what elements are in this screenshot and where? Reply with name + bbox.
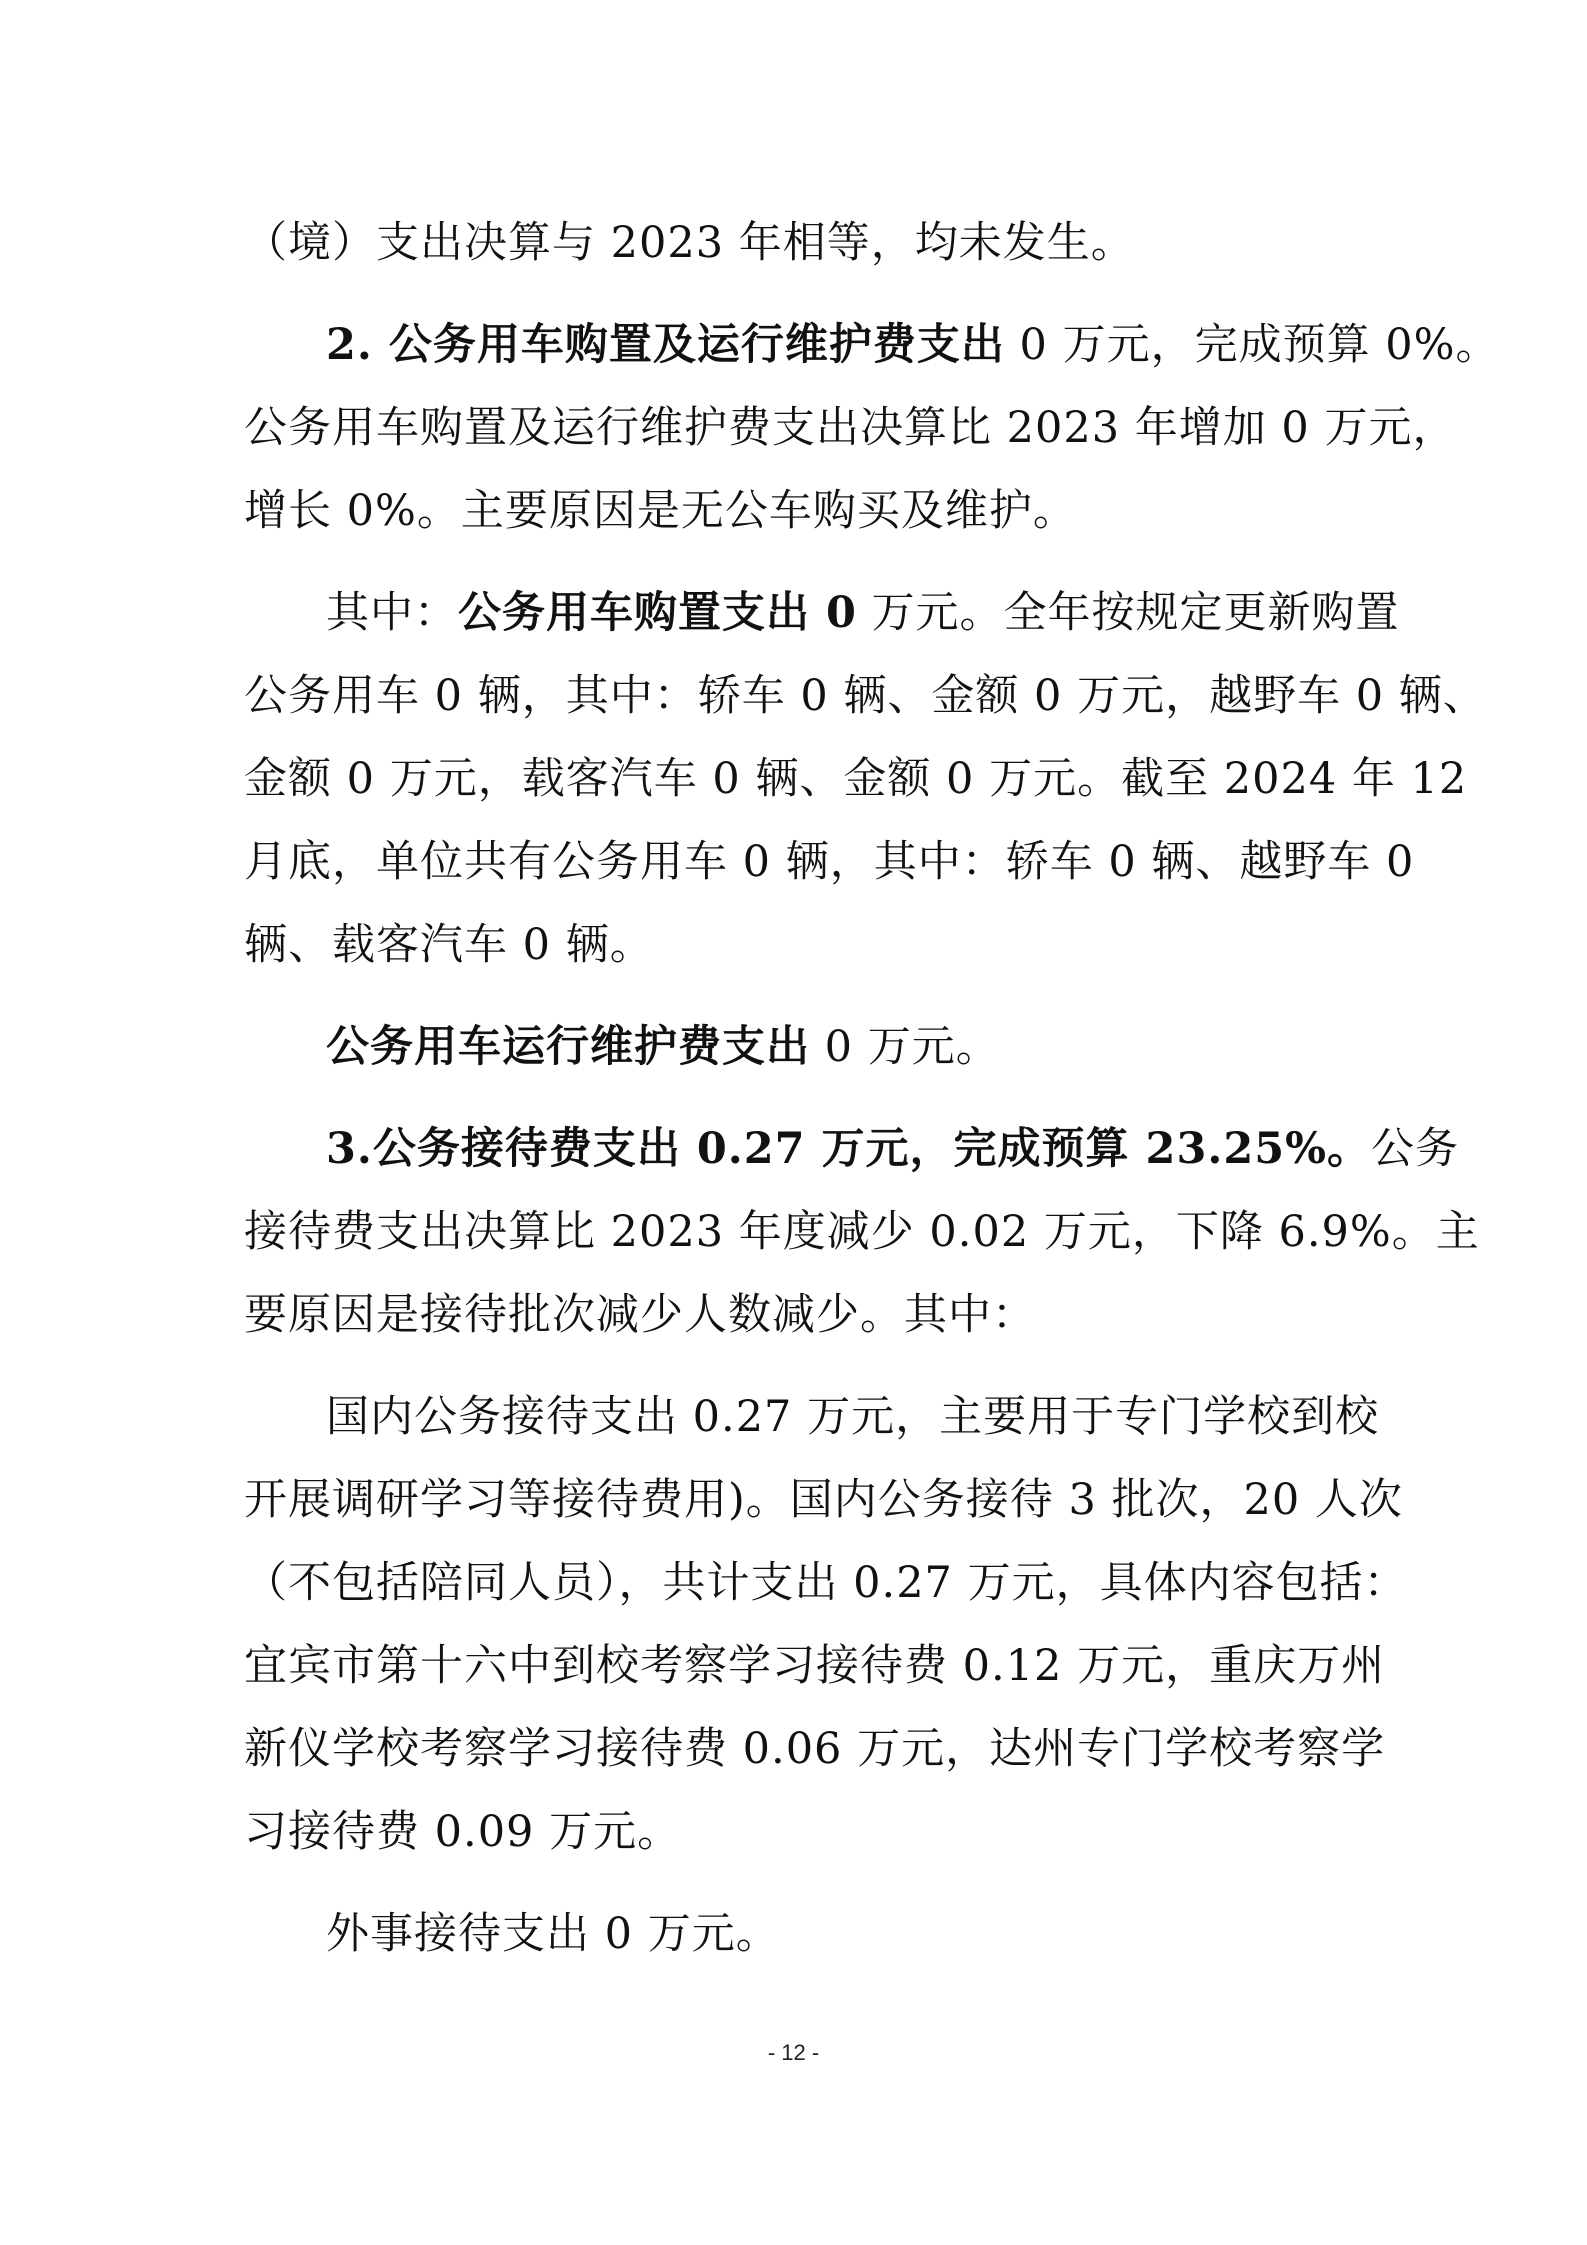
paragraph-0-line-1: （境）支出决算与 2023 年相等，均未发生。 (244, 218, 1135, 268)
heading-vehicle-purchase: 公务用车购置支出 0 (458, 588, 857, 638)
prefix-text: 其中： (326, 588, 458, 638)
paragraph-2-line-1 (326, 573, 1400, 653)
paragraph-5-line-2: 开展调研学习等接待费用)。国内公务接待 3 批次，20 人次 (244, 1475, 1403, 1525)
paragraph-5-line-3: （不包括陪同人员），共计支出 0.27 万元，具体内容包括： (244, 1558, 1408, 1608)
paragraph-4-line-2: 接待费支出决算比 2023 年度减少 0.02 万元，下降 6.9%。主 (244, 1207, 1480, 1257)
paragraph-1-line-2: 公务用车购置及运行维护费支出决算比 2023 年增加 0 万元， (244, 403, 1457, 453)
paragraph-5-line-6: 习接待费 0.09 万元。 (244, 1807, 682, 1857)
paragraph-1-line-3: 增长 0%。主要原因是无公车购买及维护。 (244, 486, 1077, 536)
vehicle-expense-amount: 0 万元，完成预算 0%。 (1004, 320, 1500, 370)
paragraph-3-line-1 (326, 1007, 1354, 1087)
reception-text: 公务 (1371, 1124, 1460, 1174)
paragraph-4-line-1 (326, 1109, 1460, 1189)
page-number: - 12 - (767, 2040, 820, 2065)
paragraph-2-line-4: 月底，单位共有公务用车 0 辆，其中：轿车 0 辆、越野车 0 (244, 837, 1415, 887)
paragraph-5-line-5: 新仪学校考察学习接待费 0.06 万元，达州专门学校考察学 (244, 1724, 1386, 1774)
paragraph-2-line-5: 辆、载客汽车 0 辆。 (244, 920, 654, 970)
paragraph-1-line-1 (326, 305, 1500, 385)
paragraph-4-line-3: 要原因是接待批次减少人数减少。其中： (244, 1290, 1036, 1340)
vehicle-purchase-text: 万元。全年按规定更新购置 (856, 588, 1400, 638)
paragraph-6-line-1: 外事接待支出 0 万元。 (326, 1909, 780, 1959)
vehicle-maintenance-amount: 0 万元。 (810, 1022, 1000, 1072)
paragraph-2-line-3: 金额 0 万元，载客汽车 0 辆、金额 0 万元。截至 2024 年 12 (244, 754, 1468, 804)
paragraph-5-line-4: 宜宾市第十六中到校考察学习接待费 0.12 万元，重庆万州 (244, 1641, 1386, 1691)
heading-vehicle-maintenance: 公务用车运行维护费支出 (326, 1022, 810, 1072)
paragraph-2-line-2: 公务用车 0 辆，其中：轿车 0 辆、金额 0 万元，越野车 0 辆、 (244, 671, 1487, 721)
paragraph-5-line-1: 国内公务接待支出 0.27 万元，主要用于专门学校到校 (326, 1392, 1380, 1442)
heading-vehicle-expense: 2. 公务用车购置及运行维护费支出 (326, 320, 1005, 370)
heading-reception-expense: 3.公务接待费支出 0.27 万元，完成预算 23.25%。 (326, 1124, 1372, 1174)
